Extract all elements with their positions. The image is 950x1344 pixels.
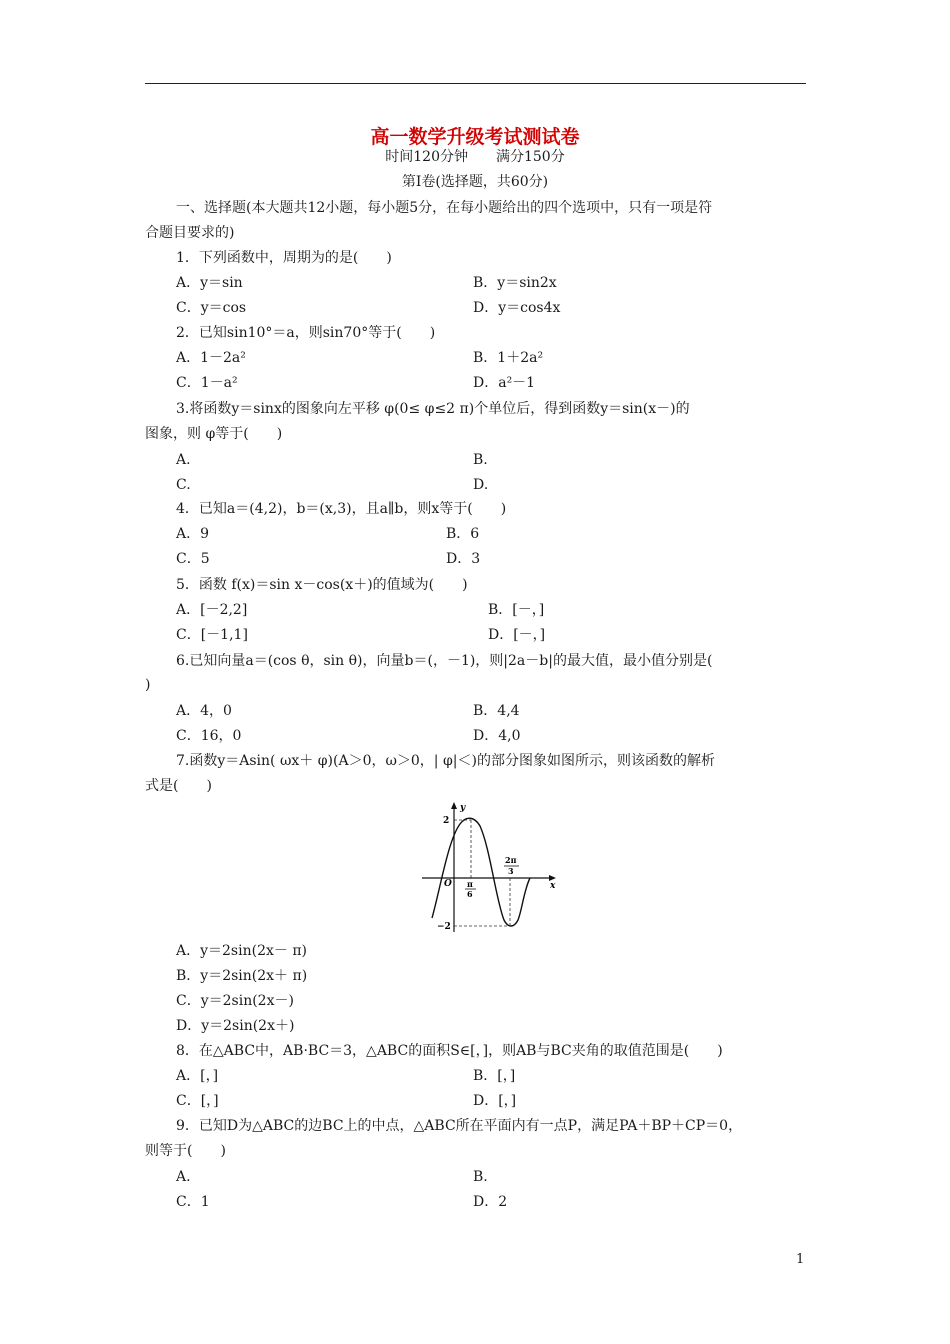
q7-option-b: B．y＝2sin(2x＋ π) <box>176 968 308 984</box>
q2-option-c: C．1－a² <box>176 375 238 391</box>
q9-stem-1: 9．已知D为△ABC的边BC上的中点，△ABC所在平面内有一点P，满足PA＋BP＋CP＝0， <box>176 1118 743 1134</box>
graph-x-axis-label: x <box>550 881 556 891</box>
q2-option-d: D．a²－1 <box>473 375 536 391</box>
q9-option-b: B. <box>473 1169 488 1185</box>
part-heading: 第Ⅰ卷(选择题，共60分) <box>401 174 549 190</box>
header-rule <box>145 83 806 84</box>
graph-y-min-label: −2 <box>437 922 451 932</box>
q4-option-c: C．5 <box>176 551 210 567</box>
section-intro-1: 一、选择题(本大题共12小题，每小题5分，在每小题给出的四个选项中，只有一项是符 <box>176 200 713 216</box>
sine-graph-figure <box>420 800 560 935</box>
page-number: 1 <box>796 1252 805 1267</box>
q1-option-b: B．y＝sin2x <box>473 275 557 291</box>
graph-origin-label: O <box>444 879 452 889</box>
page-title: 高一数学升级考试测试卷 <box>370 126 580 148</box>
q3-option-d: D. <box>473 477 489 493</box>
q3-option-a: A. <box>176 452 191 468</box>
q7-option-d: D．y＝2sin(2x＋) <box>176 1018 295 1034</box>
q8-stem: 8．在△ABC中，AB·BC＝3，△ABC的面积S∈[，]，则AB与BC夹角的取值范围是( ) <box>176 1043 723 1059</box>
q3-option-c: C. <box>176 477 191 493</box>
q4-stem: 4．已知a＝(4,2)，b＝(x,3)，且a∥b，则x等于( ) <box>176 501 507 517</box>
q6-option-c: C．16，0 <box>176 728 242 744</box>
q1-option-d: D．y＝cos4x <box>473 300 561 316</box>
q9-option-d: D．2 <box>473 1194 508 1210</box>
q6-option-d: D．4,0 <box>473 728 521 744</box>
q6-stem-1: 6.已知向量a＝(cos θ，sin θ)，向量b＝(，－1)，则|2a－b|的最大值，最小值分别是( <box>176 653 713 669</box>
q9-option-c: C．1 <box>176 1194 210 1210</box>
graph-2pi-numerator: 2π <box>505 855 517 865</box>
exam-subtitle: 时间120分钟 满分150分 <box>385 149 565 165</box>
q3-stem-2: 图象，则 φ等于( ) <box>145 426 283 442</box>
q8-option-c: C．[，] <box>176 1093 219 1109</box>
q5-option-a: A．[－2,2] <box>176 602 248 618</box>
graph-2pi3-denominator: 3 <box>508 866 514 876</box>
graph-pi6-denominator: 6 <box>467 889 473 899</box>
q2-stem: 2．已知sin10°＝a，则sin70°等于( ) <box>176 325 436 341</box>
graph-y-axis-label: y <box>460 803 466 813</box>
q8-option-b: B．[，] <box>473 1068 516 1084</box>
q6-stem-2: ) <box>145 677 151 693</box>
q6-option-b: B．4,4 <box>473 703 520 719</box>
q7-stem-1: 7.函数y＝Asin( ωx＋ φ)(A＞0，ω＞0，| φ|＜)的部分图象如图所示，则该函数的解析 <box>176 753 715 769</box>
q7-stem-2: 式是( ) <box>145 778 212 794</box>
q2-option-a: A．1－2a² <box>176 350 246 366</box>
graph-pi-numerator: π <box>467 879 473 889</box>
q5-option-b: B．[－，] <box>488 602 545 618</box>
q5-option-c: C．[－1,1] <box>176 627 248 643</box>
q2-option-b: B．1＋2a² <box>473 350 544 366</box>
q4-option-b: B．6 <box>446 526 480 542</box>
q7-option-a: A．y＝2sin(2x－ π) <box>176 943 307 959</box>
q9-stem-2: 则等于( ) <box>145 1143 226 1159</box>
q5-stem: 5．函数 f(x)＝sin x－cos(x＋)的值域为( ) <box>176 577 468 593</box>
q3-stem-1: 3.将函数y＝sinx的图象向左平移 φ(0≤ φ≤2 π)个单位后，得到函数y＝sin(x－)的 <box>176 401 690 417</box>
q8-option-d: D．[，] <box>473 1093 517 1109</box>
q4-option-a: A．9 <box>176 526 210 542</box>
q1-option-a: A．y＝sin <box>176 275 243 291</box>
q5-option-d: D．[－，] <box>488 627 546 643</box>
q9-option-a: A. <box>176 1169 191 1185</box>
q3-option-b: B. <box>473 452 488 468</box>
q1-option-c: C．y＝cos <box>176 300 247 316</box>
q1-stem: 1．下列函数中，周期为的是( ) <box>176 250 392 266</box>
graph-y-max-label: 2 <box>443 816 450 826</box>
q8-option-a: A．[，] <box>176 1068 219 1084</box>
q4-option-d: D．3 <box>446 551 481 567</box>
q6-option-a: A．4，0 <box>176 703 232 719</box>
q7-option-c: C．y＝2sin(2x－) <box>176 993 294 1009</box>
section-intro-2: 合题目要求的) <box>145 225 235 241</box>
